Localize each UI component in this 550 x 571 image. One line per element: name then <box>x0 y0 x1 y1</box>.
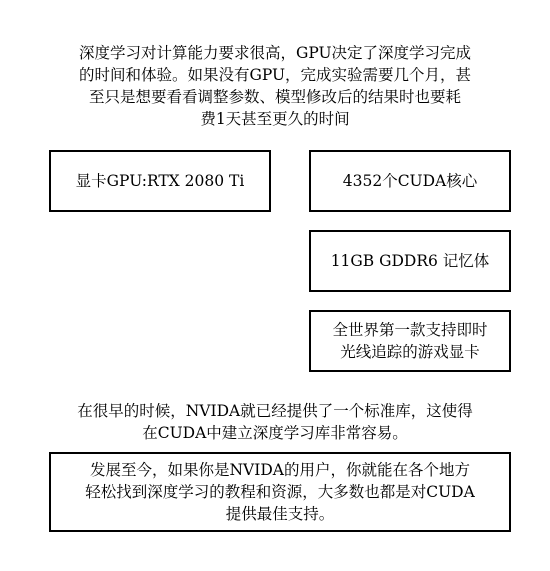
gpu-model-box: 显卡GPU:RTX 2080 Ti <box>49 150 271 212</box>
conclusion-box: 发展至今，如果你是NVIDA的用户，你就能在各个地方 轻松找到深度学习的教程和资源，大多数也都是对CUDA 提供最佳支持。 <box>49 452 511 532</box>
ray-tracing-box: 全世界第一款支持即时 光线追踪的游戏显卡 <box>309 310 511 372</box>
intro-paragraph: 深度学习对计算能力要求很高，GPU决定了深度学习完成 的时间和体验。如果没有GPU，完成实验需要几个月，甚 至只是想要看看调整参数、模型修改后的结果时也要耗 费1天甚至更久的时间 <box>78 44 472 128</box>
cuda-cores-box: 4352个CUDA核心 <box>309 150 511 212</box>
nvidia-library-paragraph: 在很早的时候，NVIDA就已经提供了一个标准库，这使得 在CUDA中建立深度学习库非常容易。 <box>77 402 473 442</box>
memory-box: 11GB GDDR6 记忆体 <box>309 230 511 292</box>
